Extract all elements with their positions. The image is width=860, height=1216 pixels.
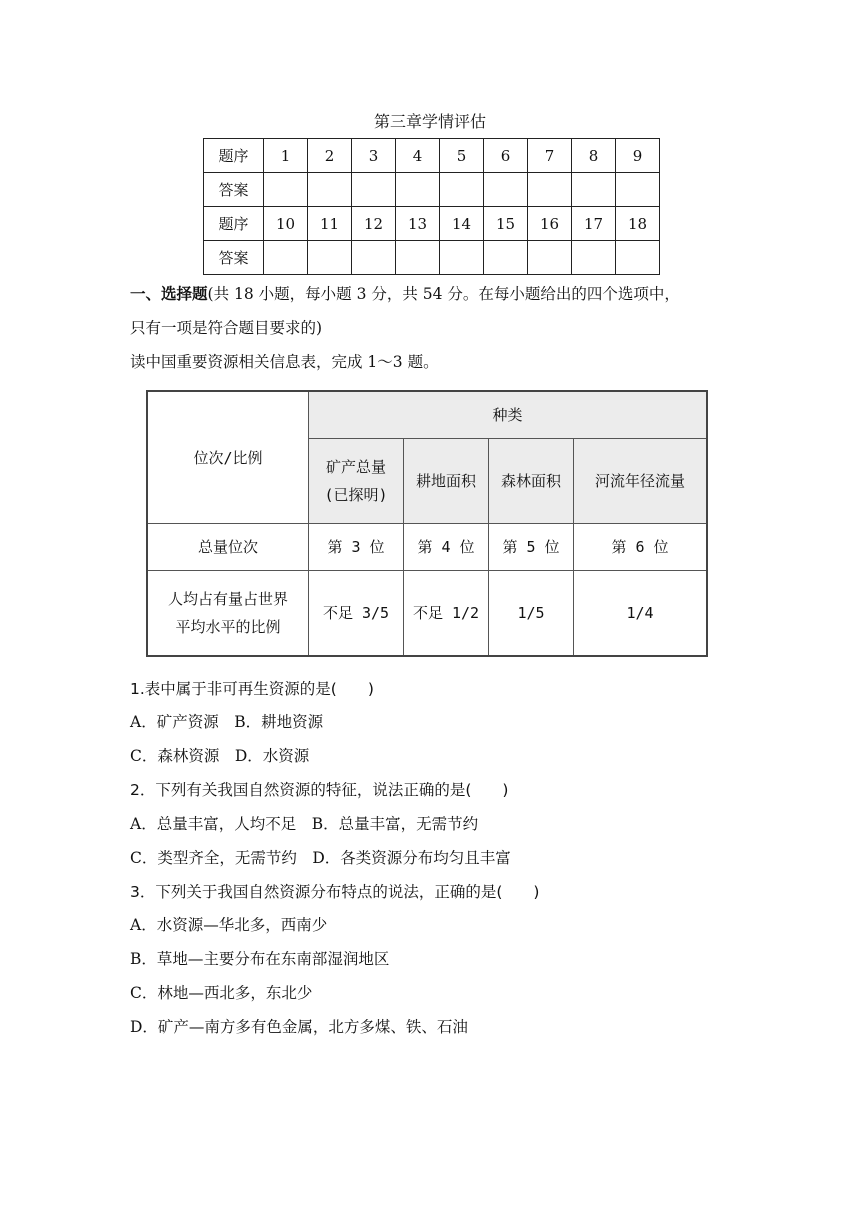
- column-header: 河流年径流量: [574, 439, 708, 524]
- answer-cell[interactable]: [484, 173, 528, 207]
- column-header: [309, 439, 404, 524]
- answer-cell[interactable]: [396, 173, 440, 207]
- question-number-cell: 5: [440, 139, 484, 173]
- column-header-line: 矿产总量: [325, 458, 386, 476]
- corner-header: 位次/比例: [147, 391, 309, 524]
- table-cell: 1/5: [489, 571, 574, 657]
- lead-in-text: 读中国重要资源相关信息表，完成 1～3 题。: [130, 353, 439, 371]
- answer-grid: [203, 138, 660, 275]
- table-row: [147, 524, 707, 571]
- answer-cell[interactable]: [528, 173, 572, 207]
- question-number-cell: 6: [484, 139, 528, 173]
- question-options: A．矿产资源 B．耕地资源: [130, 713, 324, 731]
- answer-cell[interactable]: [308, 173, 352, 207]
- question-number-cell: 13: [396, 207, 440, 241]
- question-number-cell: 1: [264, 139, 308, 173]
- answer-cell[interactable]: [572, 173, 616, 207]
- column-header: 耕地面积: [404, 439, 489, 524]
- question-number-cell: 2: [308, 139, 352, 173]
- row-label: 答案: [204, 173, 264, 207]
- question-number-cell: 3: [352, 139, 396, 173]
- answer-cell[interactable]: [264, 241, 308, 275]
- table-cell: 不足 1/2: [404, 571, 489, 657]
- row-header-line: 平均水平的比例: [175, 618, 281, 636]
- page-title: 第三章学情评估: [373, 112, 486, 131]
- table-row: [147, 571, 707, 657]
- table-cell: 第 5 位: [489, 524, 574, 571]
- question-number-cell: 11: [308, 207, 352, 241]
- section-heading: 一、选择题: [130, 285, 208, 303]
- question-number-cell: 16: [528, 207, 572, 241]
- row-label: 答案: [204, 241, 264, 275]
- question-number-cell: 17: [572, 207, 616, 241]
- question-options: C．类型齐全，无需节约 D．各类资源分布均匀且丰富: [130, 849, 511, 867]
- table-row: [147, 391, 707, 439]
- answer-grid-row: [204, 207, 660, 241]
- answer-cell[interactable]: [440, 173, 484, 207]
- row-header: [147, 571, 309, 657]
- question-options: D．矿产—南方多有色金属，北方多煤、铁、石油: [130, 1018, 468, 1036]
- row-header-line: 人均占有量占世界: [167, 590, 288, 608]
- question-options: B．草地—主要分布在东南部湿润地区: [130, 950, 390, 968]
- answer-cell[interactable]: [440, 241, 484, 275]
- table-cell: 不足 3/5: [309, 571, 404, 657]
- table-cell: 第 6 位: [574, 524, 708, 571]
- question-options: C．林地—西北多，东北少: [130, 984, 313, 1002]
- question-number-cell: 8: [572, 139, 616, 173]
- group-header: 种类: [309, 391, 708, 439]
- answer-cell[interactable]: [396, 241, 440, 275]
- answer-grid-row: [204, 241, 660, 275]
- row-label: 题序: [204, 139, 264, 173]
- question-number-cell: 12: [352, 207, 396, 241]
- table-cell: 第 3 位: [309, 524, 404, 571]
- answer-cell[interactable]: [264, 173, 308, 207]
- table-cell: 第 4 位: [404, 524, 489, 571]
- answer-cell[interactable]: [572, 241, 616, 275]
- question-stem: 2．下列有关我国自然资源的特征，说法正确的是( ): [130, 781, 509, 799]
- question-number-cell: 9: [616, 139, 660, 173]
- section-instructions: [130, 283, 680, 305]
- table-cell: 1/4: [574, 571, 708, 657]
- answer-grid-row: [204, 173, 660, 207]
- answer-cell[interactable]: [616, 241, 660, 275]
- answer-cell[interactable]: [352, 241, 396, 275]
- question-stem: 3．下列关于我国自然资源分布特点的说法，正确的是( ): [130, 883, 540, 901]
- question-stem: 1.表中属于非可再生资源的是( ): [130, 680, 374, 698]
- column-header: 森林面积: [489, 439, 574, 524]
- answer-cell[interactable]: [528, 241, 572, 275]
- question-number-cell: 10: [264, 207, 308, 241]
- row-header: 总量位次: [147, 524, 309, 571]
- question-number-cell: 18: [616, 207, 660, 241]
- question-options: A．总量丰富，人均不足 B．总量丰富，无需节约: [130, 815, 479, 833]
- resource-info-table: [146, 390, 708, 657]
- question-number-cell: 4: [396, 139, 440, 173]
- question-options: A．水资源—华北多，西南少: [130, 916, 328, 934]
- instructions-text: (共 18 小题，每小题 3 分，共 54 分。在每小题给出的四个选项中，: [207, 285, 680, 303]
- answer-cell[interactable]: [616, 173, 660, 207]
- question-number-cell: 15: [484, 207, 528, 241]
- question-options: C．森林资源 D．水资源: [130, 747, 310, 765]
- instructions-text: 只有一项是符合题目要求的): [130, 319, 323, 337]
- answer-cell[interactable]: [484, 241, 528, 275]
- answer-grid-row: [204, 139, 660, 173]
- question-number-cell: 14: [440, 207, 484, 241]
- row-label: 题序: [204, 207, 264, 241]
- question-number-cell: 7: [528, 139, 572, 173]
- column-header-line: (已探明): [324, 486, 388, 504]
- answer-cell[interactable]: [308, 241, 352, 275]
- answer-cell[interactable]: [352, 173, 396, 207]
